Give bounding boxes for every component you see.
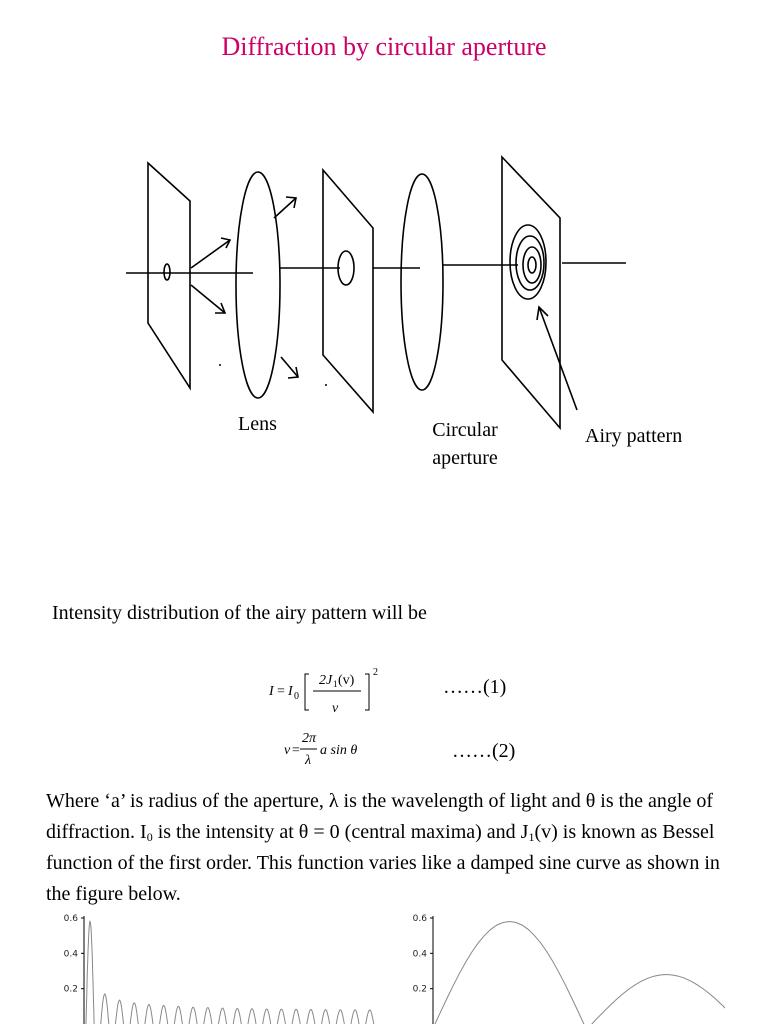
circular-aperture: [338, 251, 354, 285]
airy-ring-1: [523, 247, 541, 283]
equations: [255, 660, 395, 770]
explanation-paragraph: [46, 786, 746, 910]
svg-text:=: =: [292, 743, 300, 758]
para-part-1: Where ‘a’ is radius of the aperture, λ is the wavelength of light and θ is the angle of diffraction. I: [46, 790, 714, 843]
curve-lobe: [130, 1003, 138, 1024]
eq2-ref: ……(2): [452, 740, 516, 762]
page-title: Diffraction by circular aperture: [221, 32, 547, 61]
optics-diagram: [0, 140, 768, 440]
bessel-plot-left: [40, 908, 380, 1024]
lens-1: [236, 172, 280, 398]
airy-pointer: [539, 307, 577, 410]
svg-text:(v): (v): [338, 673, 355, 688]
ray-lens-down: [281, 357, 298, 377]
screen-plate: [502, 157, 560, 428]
aperture-label-line1: Circular: [432, 419, 498, 441]
y-tick-label: 0.6: [63, 914, 78, 924]
curve-lobe: [336, 1010, 344, 1024]
eq1-exponent: 2: [373, 667, 378, 678]
lens-2: [401, 174, 443, 390]
para-part-3: (v) is known as Bessel function of the first order. This function varies like a damped sine curve as shown in the figure below.: [46, 821, 720, 905]
pinhole: [164, 264, 170, 280]
curve-lobe: [101, 994, 109, 1024]
curve-lobe: [174, 1006, 182, 1024]
svg-text:1: 1: [333, 679, 338, 689]
y-tick-label: 0.6: [412, 914, 427, 924]
ray-up: [191, 240, 230, 268]
para-sub-1: 1: [528, 830, 535, 844]
para-part-2: is the intensity at θ = 0 (central maxima) and J: [152, 821, 529, 843]
curve-lobe: [86, 922, 94, 1024]
lens-label: Lens: [238, 413, 277, 435]
curve-lobe: [322, 1010, 330, 1024]
ray-lens-up: [274, 198, 296, 218]
airy-label: Airy pattern: [585, 425, 683, 447]
svg-text:2J: 2J: [319, 673, 333, 688]
curve-lobe: [218, 1008, 226, 1024]
curve-lobe: [435, 922, 584, 1024]
curve-lobe: [204, 1008, 212, 1024]
ray-down: [191, 285, 225, 313]
curve-lobe: [592, 975, 725, 1024]
curve-lobe: [351, 1010, 359, 1024]
curve-lobe: [307, 1010, 315, 1024]
y-tick-label: 0.4: [412, 949, 427, 960]
y-tick-label: 0.2: [412, 984, 427, 995]
curve-lobe: [292, 1009, 300, 1024]
ray-lens-down-arrow: [288, 367, 298, 378]
curve-lobe: [189, 1007, 197, 1024]
para-sub-0: 0: [146, 830, 153, 844]
eq1-I: I: [269, 684, 274, 699]
curve-lobe: [233, 1009, 241, 1024]
svg-text:2π: 2π: [302, 731, 317, 746]
bessel-plot-right: [395, 908, 725, 1024]
aperture-label: [405, 416, 525, 472]
y-tick-label: 0.2: [63, 984, 78, 995]
airy-ring-0: [528, 257, 536, 273]
svg-text:0: 0: [294, 691, 299, 702]
intro-text: Intensity distribution of the airy pattern will be: [52, 602, 427, 624]
curve-lobe: [277, 1009, 285, 1024]
svg-text:λ: λ: [305, 753, 312, 768]
curve-lobe: [366, 1010, 374, 1024]
eq2-v: v: [284, 743, 291, 758]
curve-lobe: [263, 1009, 271, 1024]
eq1-ref: ……(1): [443, 676, 507, 698]
curve-lobe: [145, 1005, 153, 1024]
svg-text:a sin θ: a sin θ: [320, 743, 358, 758]
curve-lobe: [115, 1000, 123, 1024]
svg-text:I: I: [288, 684, 293, 699]
curve-lobe: [160, 1006, 168, 1024]
svg-text:=: =: [277, 684, 285, 699]
svg-text:v: v: [332, 701, 339, 716]
curve-lobe: [248, 1009, 256, 1024]
aperture-label-line2: aperture: [432, 447, 498, 469]
y-tick-label: 0.4: [63, 949, 78, 960]
aperture-plate: [323, 170, 373, 412]
